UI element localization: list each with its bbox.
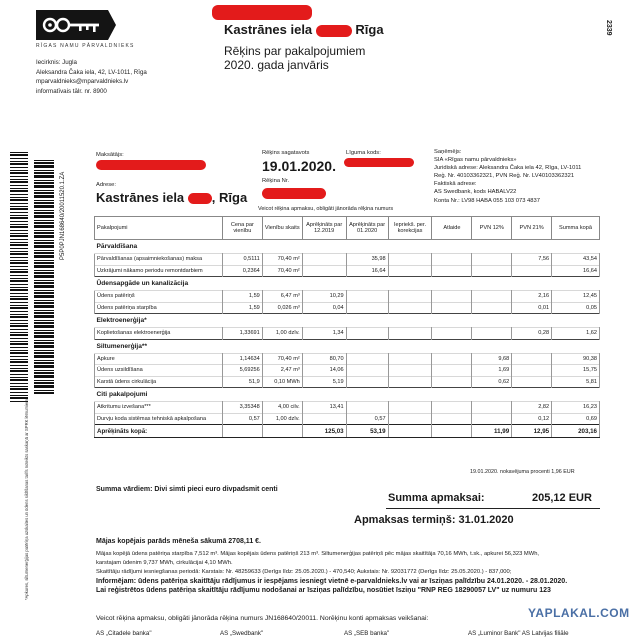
- table-cell: [302, 254, 346, 266]
- payer-label: Maksātājs:: [96, 152, 124, 158]
- table-cell: [472, 254, 512, 266]
- bill-number-label: Rēķina Nr.: [262, 178, 290, 184]
- table-cell: 11,99: [472, 425, 512, 438]
- receiver-line: Reģ. Nr. 40103362321, PVN Reģ. Nr. LV40103362321: [434, 173, 575, 180]
- table-row: [95, 328, 600, 340]
- column-header: Atlaide: [432, 217, 472, 240]
- service-name: Ūdens uzsildīšana: [95, 365, 223, 377]
- table-cell: 51,9: [222, 376, 262, 388]
- address-city: , Rīga: [211, 190, 248, 205]
- receiver-line: Konta Nr.: LV98 HABA 055 103 073 4837: [434, 197, 540, 204]
- column-header: Iepriekš. per. korekcijas: [388, 217, 432, 240]
- table-cell: [432, 302, 472, 314]
- table-cell: [346, 353, 388, 365]
- table-cell: 70,40 m²: [262, 265, 302, 277]
- table-cell: 80,70: [302, 353, 346, 365]
- table-cell: 53,19: [346, 425, 388, 438]
- table-cell: [388, 365, 432, 377]
- table-header-row: [95, 217, 600, 240]
- title-city: Rīga: [355, 22, 384, 37]
- table-cell: [432, 254, 472, 266]
- table-cell: 1,69: [472, 365, 512, 377]
- table-cell: [512, 265, 552, 277]
- receiver-line: Juridiskā adrese: Aleksandra Čaka iela 42, Rīga, LV-1011: [434, 165, 582, 172]
- total-value: 205,12 EUR: [532, 492, 592, 504]
- table-cell: 0,026 m³: [262, 302, 302, 314]
- vertical-footnote: *Apkures, siltumenerģijas patēriņa uzskaites un ūdens sildīšanas tarifs noteikts saskaņā ar SPRK lēmumiem: [24, 399, 29, 600]
- table-cell: [388, 291, 432, 303]
- table-cell: 35,98: [346, 254, 388, 266]
- services-table: [94, 216, 600, 438]
- table-cell: [432, 376, 472, 388]
- info-block: [96, 550, 567, 595]
- issuer-line: Aleksandra Čaka iela, 42, LV-1011, Rīga: [36, 68, 147, 76]
- column-header: Pakalpojumi: [95, 217, 223, 240]
- table-cell: 3,35348: [222, 402, 262, 414]
- table-cell: 90,38: [552, 353, 600, 365]
- table-cell: 6,47 m³: [262, 291, 302, 303]
- section-title: Elektroenerģija*: [95, 314, 600, 328]
- table-cell: 125,03: [302, 425, 346, 438]
- table-cell: 1,14634: [222, 353, 262, 365]
- table-cell: 0,57: [346, 413, 388, 425]
- service-name: Ūdens patēriņa starpība: [95, 302, 223, 314]
- table-cell: [388, 376, 432, 388]
- logo-text: RĪGAS NAMU PĀRVALDNIEKS: [36, 43, 135, 49]
- table-cell: [472, 413, 512, 425]
- payment-accounts-text: Veicot rēķina apmaksu, obligāti jānorāda rēķina numurs JN168640/20011. Norēķinu konti apmaksas veikšanai:: [96, 615, 429, 622]
- table-row: [95, 254, 600, 266]
- table-cell: [222, 425, 262, 438]
- house-debt: Mājas kopējais parāds mēneša sākumā 2708,11 €.: [96, 538, 261, 545]
- table-cell: 0,04: [302, 302, 346, 314]
- table-cell: 1,59: [222, 291, 262, 303]
- barcode: [34, 158, 54, 394]
- info-bold-line: Informējam: ūdens patēriņa skaitītāju rādījumus ir iespējams iesniegt vietnē e-parvaldnieks.lv vai ar īsziņas palīdzību 24.01.2020. - 28.01.2020.: [96, 578, 568, 585]
- contract-label: Līguma kods:: [346, 150, 381, 156]
- table-cell: [346, 291, 388, 303]
- table-cell: 203,16: [552, 425, 600, 438]
- table-cell: 7,56: [512, 254, 552, 266]
- issuer-line: mparvaldnieks@mparvaldnieks.lv: [36, 78, 129, 85]
- column-header: PVN 12%: [472, 217, 512, 240]
- receiver-line: Saņēmējs:: [434, 149, 462, 155]
- table-cell: 5,69256: [222, 365, 262, 377]
- divider: [386, 508, 600, 509]
- table-cell: 1,34: [302, 328, 346, 340]
- table-cell: [302, 265, 346, 277]
- table-cell: 0,28: [512, 328, 552, 340]
- total-label: Summa apmaksai:: [388, 492, 485, 504]
- table-row: [95, 365, 600, 377]
- table-cell: 16,64: [552, 265, 600, 277]
- table-cell: [472, 265, 512, 277]
- table-cell: 0,57: [222, 413, 262, 425]
- table-row: [95, 353, 600, 365]
- section-row: [95, 240, 600, 254]
- info-line: Skaitītāju rādījumi iesniegšanas periodā: Karstais: Nr. 48259633 (Derīgs līdz: 25.05.2020.) - 470,540; Aukstais: Nr. 92031772 (Derīgs līdz: 25.05.2020.) - 837,000;: [96, 569, 512, 575]
- bill-subtitle: [224, 44, 365, 72]
- table-row: [95, 265, 600, 277]
- bank-name: AS „Citadele banka": [96, 630, 152, 637]
- table-cell: [388, 402, 432, 414]
- table-cell: 15,75: [552, 365, 600, 377]
- table-cell: 9,68: [472, 353, 512, 365]
- table-cell: 0,12: [512, 413, 552, 425]
- table-cell: 12,45: [552, 291, 600, 303]
- table-cell: 1,00 dzīv.: [262, 413, 302, 425]
- column-header: Summa kopā: [552, 217, 600, 240]
- title-street: Kastrānes iela: [224, 22, 313, 37]
- table-cell: [432, 402, 472, 414]
- section-title: Siltumenerģija**: [95, 339, 600, 353]
- table-cell: [512, 353, 552, 365]
- table-row: [95, 291, 600, 303]
- table-cell: 1,59: [222, 302, 262, 314]
- table-cell: [432, 265, 472, 277]
- table-cell: 13,41: [302, 402, 346, 414]
- table-cell: 1,00 dzīv.: [262, 328, 302, 340]
- table-cell: [388, 353, 432, 365]
- vertical-code: P5P0PJN168640/20011520.1.ZA: [60, 171, 66, 260]
- table-cell: 0,05: [552, 302, 600, 314]
- receiver-line: Faktiskā adrese:: [434, 181, 477, 188]
- issuer-line: Iecirknis: Jugla: [36, 59, 77, 66]
- table-cell: 2,16: [512, 291, 552, 303]
- section-title: Pārvaldīšana: [95, 240, 600, 254]
- table-cell: [388, 265, 432, 277]
- service-name: Atkritumu izvešana***: [95, 402, 223, 414]
- table-cell: 0,62: [472, 376, 512, 388]
- key-logo-icon: [36, 10, 124, 40]
- table-cell: 70,40 m²: [262, 353, 302, 365]
- receiver-line: SIA «Rīgas namu pārvaldnieks»: [434, 157, 517, 164]
- date-label: Rēķins sagatavots: [262, 150, 310, 156]
- table-cell: 0,69: [552, 413, 600, 425]
- issuer-line: informatīvais tālr. nr. 8900: [36, 87, 107, 95]
- table-cell: 12,95: [512, 425, 552, 438]
- penalty-line: 19.01.2020. nokavējuma procenti 1,96 EUR: [470, 469, 575, 475]
- table-cell: 1,62: [552, 328, 600, 340]
- info-bold-line: Lai reģistrētos ūdens patēriņa skaitītāju rādījumu nodošanai ar īsziņas palīdzību, nosūtiet īsziņu "RNP REG 18290057 LV" uz numuru 123: [96, 587, 551, 594]
- table-cell: [388, 254, 432, 266]
- redaction-mark: [344, 158, 414, 167]
- table-cell: [346, 402, 388, 414]
- service-name: Uzkrājumi nākamo periodu remontdarbiem: [95, 265, 223, 277]
- section-title: Ūdensapgāde un kanalizācija: [95, 277, 600, 291]
- service-name: Apkure: [95, 353, 223, 365]
- table-cell: [388, 328, 432, 340]
- section-row: [95, 277, 600, 291]
- table-cell: [346, 328, 388, 340]
- redaction-mark: [262, 188, 326, 199]
- table-row: [95, 402, 600, 414]
- table-cell: [388, 413, 432, 425]
- table-cell: 43,54: [552, 254, 600, 266]
- issuer-info: [36, 58, 147, 96]
- document-number: 2339: [605, 20, 612, 36]
- table-row: [95, 302, 600, 314]
- table-cell: 0,10 MWh: [262, 376, 302, 388]
- table-cell: 0,5111: [222, 254, 262, 266]
- service-name: Ūdens patēriņš: [95, 291, 223, 303]
- redaction-mark: [316, 25, 352, 37]
- section-title: Citi pakalpojumi: [95, 388, 600, 402]
- receiver-line: AS Swedbank, kods HABALV22: [434, 189, 517, 196]
- table-cell: 1,33691: [222, 328, 262, 340]
- payment-term: Apmaksas termiņš: 31.01.2020: [354, 514, 514, 526]
- table-cell: [512, 365, 552, 377]
- address-street: Kastrānes iela: [96, 190, 185, 205]
- address-value: [96, 190, 247, 205]
- table-cell: 2,82: [512, 402, 552, 414]
- table-cell: 2,47 m³: [262, 365, 302, 377]
- info-line: Mājas kopējā ūdens patēriņa starpība 7,512 m³. Mājas kopējais ūdens patēriņš 213 m³. Siltumenerģijas patēriņš pēc mājas skaitītāja 70,16 MWh, t.sk., apkurei 56,323 MWh,: [96, 551, 540, 557]
- date-value: 19.01.2020.: [262, 158, 336, 174]
- company-logo: [36, 10, 124, 40]
- table-cell: [302, 413, 346, 425]
- table-cell: [472, 328, 512, 340]
- table-cell: 10,29: [302, 291, 346, 303]
- redaction-mark: [188, 193, 212, 204]
- bank-list: [96, 630, 600, 637]
- service-name: Pārvaldīšanas (apsaimniekošanas) maksa: [95, 254, 223, 266]
- bank-name: AS „SEB banka": [344, 630, 390, 637]
- section-row: [95, 388, 600, 402]
- table-cell: 5,19: [302, 376, 346, 388]
- section-row: [95, 314, 600, 328]
- column-header: Aprēķināts par 12.2019: [302, 217, 346, 240]
- table-cell: [346, 376, 388, 388]
- table-cell: [388, 302, 432, 314]
- table-cell: 0,01: [512, 302, 552, 314]
- table-cell: [472, 302, 512, 314]
- total-row: [95, 425, 600, 438]
- column-header: Cena par vienību: [222, 217, 262, 240]
- column-header: Aprēķināts par 01.2020: [346, 217, 388, 240]
- table-cell: [262, 425, 302, 438]
- service-name: Koplietošanas elektroenerģija: [95, 328, 223, 340]
- barcode: [10, 152, 28, 402]
- table-cell: [432, 425, 472, 438]
- bank-name: AS „Luminor Bank" AS Latvijas filiāle: [468, 630, 569, 637]
- table-cell: [346, 365, 388, 377]
- table-cell: [472, 291, 512, 303]
- table-cell: [432, 291, 472, 303]
- table-cell: [512, 376, 552, 388]
- table-cell: 14,06: [302, 365, 346, 377]
- receiver-info: [434, 148, 581, 205]
- info-line: karstajam ūdenim 9,737 MWh, cirkulācijai 4,10 MWh.: [96, 560, 233, 566]
- payment-note: Veicot rēķina apmaksu, obligāti jānorāda rēķina numurs: [258, 206, 394, 212]
- table-cell: [432, 328, 472, 340]
- section-row: [95, 339, 600, 353]
- subtitle-line: Rēķins par pakalpojumiem: [224, 44, 366, 58]
- subtitle-line: 2020. gada janvāris: [224, 58, 329, 72]
- table-cell: 5,81: [552, 376, 600, 388]
- table-cell: 16,23: [552, 402, 600, 414]
- column-header: Vienību skaits: [262, 217, 302, 240]
- table-cell: [388, 425, 432, 438]
- redaction-mark: [212, 5, 312, 20]
- service-name: Durvju koda sistēmas tehniskā apkalpošana: [95, 413, 223, 425]
- table-cell: 0,2364: [222, 265, 262, 277]
- table-row: [95, 376, 600, 388]
- table-cell: [432, 365, 472, 377]
- table-row: [95, 413, 600, 425]
- table-cell: 16,64: [346, 265, 388, 277]
- address-label: Adrese:: [96, 182, 116, 188]
- column-header: PVN 21%: [512, 217, 552, 240]
- table-cell: [346, 302, 388, 314]
- service-name: Karstā ūdens cirkulācija: [95, 376, 223, 388]
- table-cell: [432, 413, 472, 425]
- page-title: [224, 22, 384, 37]
- table-cell: 4,00 cilv.: [262, 402, 302, 414]
- service-name: Aprēķināts kopā:: [95, 425, 223, 438]
- watermark: YAPLAKAL.COM: [528, 606, 630, 620]
- sum-in-words: Summa vārdiem: Divi simti pieci euro divpadsmit centi: [96, 486, 278, 493]
- bank-name: AS „Swedbank": [220, 630, 264, 637]
- table-cell: 70,40 m²: [262, 254, 302, 266]
- redaction-mark: [96, 160, 206, 170]
- table-cell: [432, 353, 472, 365]
- table-cell: [472, 402, 512, 414]
